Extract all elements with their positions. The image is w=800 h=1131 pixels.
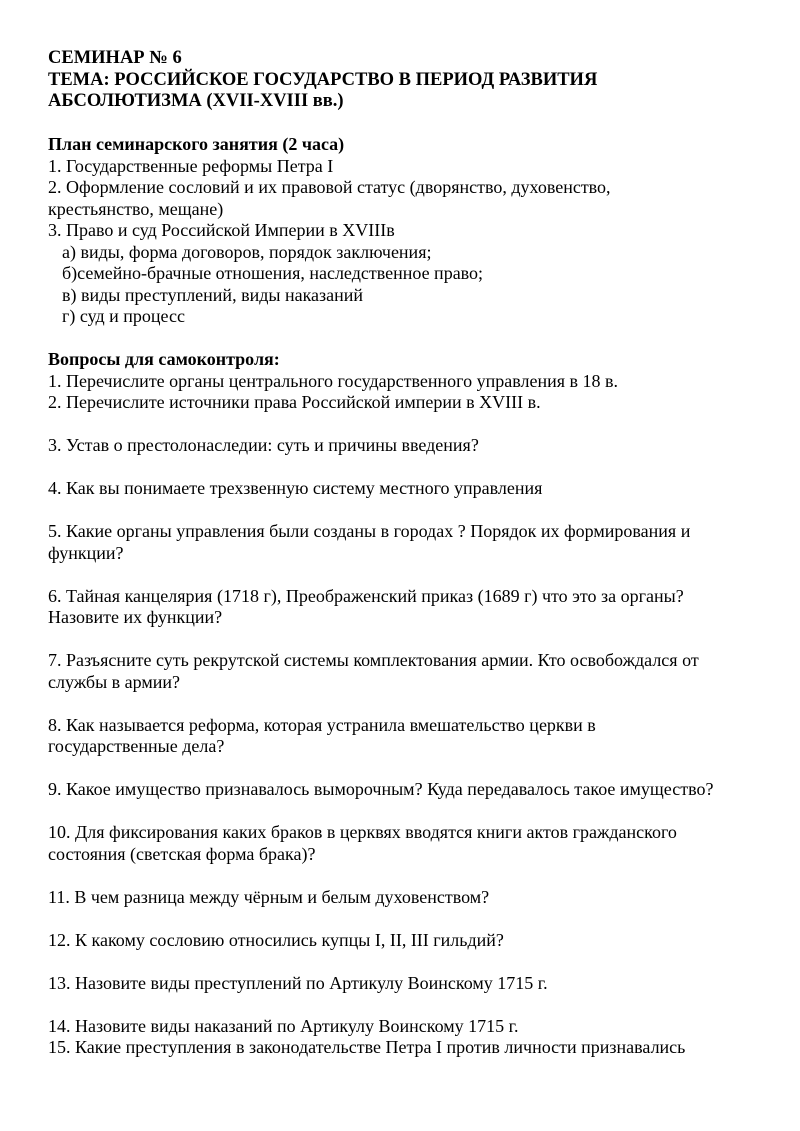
plan-item: 1. Государственные реформы Петра I <box>48 155 334 176</box>
question-item <box>48 715 768 758</box>
spacer <box>48 328 768 350</box>
topic-title-line-2: АБСОЛЮТИЗМА (XVII-XVIII вв.) <box>48 91 344 111</box>
questions-heading: Вопросы для самоконтроля: <box>48 349 280 369</box>
seminar-number: СЕМИНАР № 6 <box>48 48 182 68</box>
plan-item: 2. Оформление сословий и их правовой статус (дворянство, духовенство, <box>48 177 611 197</box>
question-line: 8. Как называется реформа, которая устранила вмешательство церкви в <box>48 714 596 735</box>
question-line: 6. Тайная канцелярия (1718 г), Преображенский приказ (1689 г) что это за органы? <box>48 585 684 606</box>
question-line: состояния (светская форма брака)? <box>48 843 316 864</box>
question-item: 3. Устав о престолонаследии: суть и причины введения? <box>48 435 479 455</box>
question-item <box>48 586 768 629</box>
question-line: Назовите их функции? <box>48 607 223 627</box>
plan-subitem: в) виды преступлений, виды наказаний <box>62 284 364 305</box>
question-item <box>48 521 768 564</box>
question-item: 2. Перечислите источники права Российской империи в XVIII в. <box>48 392 541 412</box>
question-line: службы в армии? <box>48 671 181 692</box>
question-item: 9. Какое имущество признавалось выморочным? Куда передавалось такое имущество? <box>48 779 714 799</box>
question-line: 7. Разъясните суть рекрутской системы комплектования армии. Кто освобождался от <box>48 650 699 670</box>
topic-title-line-1: ТЕМА: РОССИЙСКОЕ ГОСУДАРСТВО В ПЕРИОД РАЗВИТИЯ <box>48 69 598 90</box>
plan-heading: План семинарского занятия (2 часа) <box>48 134 345 154</box>
question-item: 4. Как вы понимаете трехзвенную систему местного управления <box>48 478 543 498</box>
plan-item: крестьянство, мещане) <box>48 198 224 219</box>
question-item <box>48 822 768 865</box>
plan-subitem: а) виды, форма договоров, порядок заключения; <box>62 241 432 262</box>
plan-subitem: г) суд и процесс <box>62 306 185 326</box>
question-line: 10. Для фиксирования каких браков в церквях вводятся книги актов гражданского <box>48 822 677 842</box>
plan-item: 3. Право и суд Российской Империи в XVIIIв <box>48 220 395 240</box>
question-item: 12. К какому сословию относились купцы I, II, III гильдий? <box>48 929 504 950</box>
question-item: 13. Назовите виды преступлений по Артикулу Воинскому 1715 г. <box>48 972 548 993</box>
question-item <box>48 650 768 693</box>
question-item: 11. В чем разница между чёрным и белым духовенством? <box>48 886 490 907</box>
plan-subitem: б)семейно-брачные отношения, наследственное право; <box>62 263 484 283</box>
document-page <box>48 48 768 1059</box>
question-line: функции? <box>48 542 124 563</box>
question-line: 5. Какие органы управления были созданы в городах ? Порядок их формирования и <box>48 521 691 541</box>
question-item: 14. Назовите виды наказаний по Артикулу Воинскому 1715 г. <box>48 1015 519 1036</box>
question-item: 1. Перечислите органы центрального государственного управления в 18 в. <box>48 370 619 391</box>
question-item: 15. Какие преступления в законодательстве Петра I против личности признавались <box>48 1037 686 1057</box>
spacer <box>48 113 768 135</box>
question-line: государственные дела? <box>48 736 225 756</box>
